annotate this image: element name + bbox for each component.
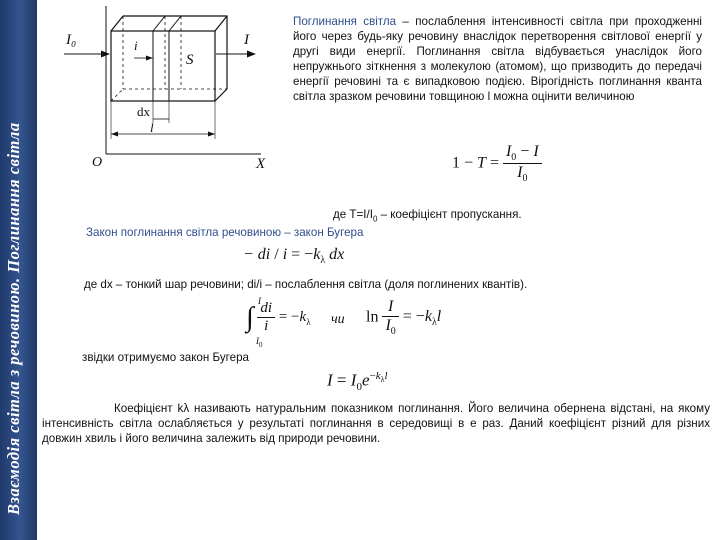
formula-probability: 1 − T = $\frac{I_0 - I}{I_0}$ <box>452 143 542 184</box>
sidebar-title: Взаємодія світла з речовиною. Поглинання світла <box>4 122 23 515</box>
hence-text: звідки отримуємо закон Бугера <box>82 351 249 364</box>
formula-integral: ∫ I $I_0$ $\frac{di}{i}$ = $-k_\lambda$ <box>246 296 311 349</box>
bouguer-law-intro: Закон поглинання світла речовиною – закон Бугера <box>86 226 364 239</box>
label-l: l <box>150 120 154 135</box>
or-word: чи <box>331 312 345 327</box>
intro-rest: – послаблення інтенсивності світла при проходженні його через будь-яку речовину внаслідок перетворення світлової енергії у другі види енергії. Поглинання світла відбувається унаслідок його непружнього зіткнення з молекулою (атомом), що призводить до передачі енергії речовині та є випадковою подією. Вірогідність поглинання кванта світла зразком речовини товщиною l можна оцінити величиною <box>293 15 702 103</box>
dx-explanation: де dx – тонкий шар речовини; di/i – послаблення світла (доля поглинених квантів). <box>84 278 528 291</box>
formula-log: ln $\frac{I}{I_0}$ = $-k_\lambda l$ <box>366 298 442 338</box>
label-S: S <box>186 52 194 68</box>
transmission-note: де $T=I/I_0$ – коефіцієнт пропускання. <box>333 208 522 224</box>
coefficient-paragraph: Коефіцієнт kλ називають натуральним показником поглинання. Його величина обернена відстані, на якому інтенсивність світла ослабляється у результаті поглинання в середовищі в е раз. Даний коефіцієнт різний для різних довжин хвиль і його величина залежить від природи речовини. <box>42 402 710 445</box>
intro-paragraph <box>293 14 702 104</box>
formula-differential: − di / $i = -k_\lambda$ dx <box>243 246 345 267</box>
label-O: O <box>92 155 103 170</box>
label-X: X <box>256 156 266 172</box>
sidebar-banner <box>0 0 37 540</box>
intro-term: Поглинання світла <box>293 15 397 28</box>
label-I: I <box>244 32 249 48</box>
slab-back-edges <box>123 16 227 89</box>
label-i: i <box>134 38 138 53</box>
absorption-diagram <box>56 6 288 176</box>
label-I0: I₀ <box>66 32 77 48</box>
formula-bouguer: $I = I_0e^{-k_\lambda l}$ <box>327 370 388 394</box>
label-dx: dx <box>137 104 150 119</box>
slab-front-face <box>111 31 215 101</box>
